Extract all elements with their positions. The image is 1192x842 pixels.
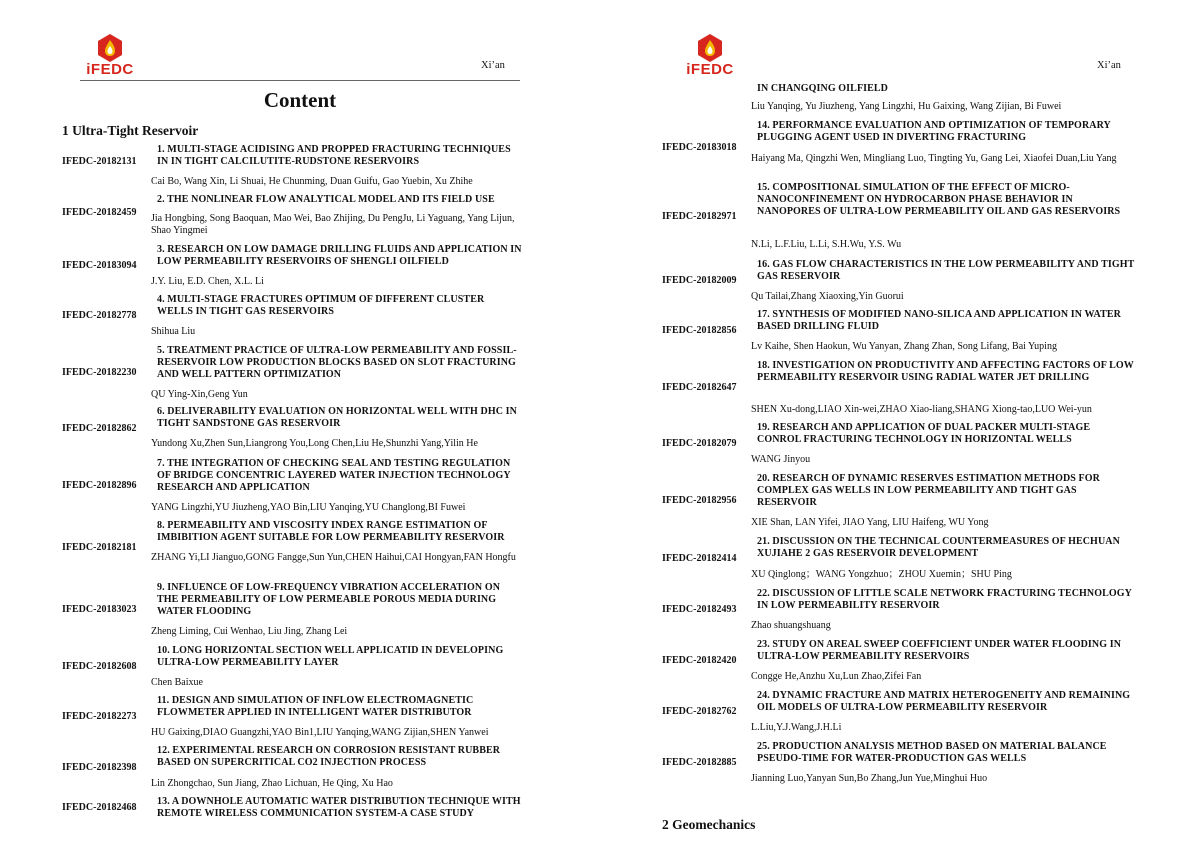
entry-title: 24. DYNAMIC FRACTURE AND MATRIX HETEROGENEITY AND REMAINING OIL MODELS OF ULTRA-LOW PERMEABILITY RESERVOIR	[757, 690, 1131, 713]
entry-title: 10. LONG HORIZONTAL SECTION WELL APPLICATID IN DEVELOPING ULTRA-LOW PERMEABILITY LAYER	[157, 645, 504, 668]
entry-title: 25. PRODUCTION ANALYSIS METHOD BASED ON MATERIAL BALANCE PSEUDO-TIME FOR WATER-PRODUCTION GAS WELLS	[757, 741, 1107, 764]
entry-title: 5. TREATMENT PRACTICE OF ULTRA-LOW PERMEABILITY AND FOSSIL-RESERVOIR LOW PRODUCTION BLOCKS BASED ON SLOT FRACTURING AND WELL PATTERN OPTIMIZATION	[157, 345, 517, 380]
paper-id: IFEDC-20183018	[662, 142, 737, 153]
entry-authors: Qu Tailai,Zhang Xiaoxing,Yin Guorui	[751, 291, 904, 302]
paper-id: IFEDC-20182459	[62, 207, 137, 218]
paper-id: IFEDC-20182896	[62, 480, 137, 491]
entry-authors: Liu Yanqing, Yu Jiuzheng, Yang Lingzhi, Hu Gaixing, Wang Zijian, Bi Fuwei	[751, 101, 1062, 112]
paper-id: IFEDC-20182647	[662, 382, 737, 393]
paper-id: IFEDC-20182862	[62, 423, 137, 434]
paper-id: IFEDC-20182493	[662, 604, 737, 615]
entry-title: 4. MULTI-STAGE FRACTURES OPTIMUM OF DIFFERENT CLUSTER WELLS IN TIGHT GAS RESERVOIRS	[157, 294, 485, 317]
entry-title: 3. RESEARCH ON LOW DAMAGE DRILLING FLUIDS AND APPLICATION IN LOW PERMEABILITY RESERVOIRS OF SHENGLI OILFIELD	[157, 244, 522, 267]
entry-authors: J.Y. Liu, E.D. Chen, X.L. Li	[151, 276, 264, 287]
entry-authors: Congge He,Anzhu Xu,Lun Zhao,Zifei Fan	[751, 671, 922, 682]
header-city: Xi’an	[481, 60, 505, 71]
entry-title: 14. PERFORMANCE EVALUATION AND OPTIMIZATION OF TEMPORARY PLUGGING AGENT USED IN DIVERTING FRACTURING	[757, 120, 1111, 143]
entry-title: IN CHANGQING OILFIELD	[757, 83, 889, 94]
entry-authors: Lin Zhongchao, Sun Jiang, Zhao Lichuan, He Qing, Xu Hao	[151, 778, 393, 789]
flame-hexagon-icon	[697, 33, 723, 63]
paper-id: IFEDC-20182273	[62, 711, 137, 722]
entry-authors: Shihua Liu	[151, 326, 196, 337]
paper-id: IFEDC-20182856	[662, 325, 737, 336]
paper-id: IFEDC-20182230	[62, 367, 137, 378]
entry-title: 12. EXPERIMENTAL RESEARCH ON CORROSION RESISTANT RUBBER BASED ON SUPERCRITICAL CO2 INJECTION PROCESS	[157, 745, 501, 768]
ifedc-logo	[680, 33, 740, 79]
entry-authors: ZHANG Yi,LI Jianguo,GONG Fangge,Sun Yun,CHEN Haihui,CAI Hongyan,FAN Hongfu	[151, 552, 516, 563]
logo-text: iFEDC	[686, 61, 734, 78]
entry-title: 1. MULTI-STAGE ACIDISING AND PROPPED FRACTURING TECHNIQUES IN IN TIGHT CALCILUTITE-RUDSTONE RESERVOIRS	[157, 144, 511, 167]
paper-id: IFEDC-20182778	[62, 310, 137, 321]
paper-id: IFEDC-20182956	[662, 495, 737, 506]
entry-title: 6. DELIVERABILITY EVALUATION ON HORIZONTAL WELL WITH DHC IN TIGHT SANDSTONE GAS RESERVOIR	[157, 406, 517, 429]
entry-title: 2. THE NONLINEAR FLOW ANALYTICAL MODEL AND ITS FIELD USE	[157, 194, 495, 205]
entry-authors: YANG Lingzhi,YU Jiuzheng,YAO Bin,LIU Yanqing,YU Changlong,BI Fuwei	[151, 502, 466, 513]
paper-id: IFEDC-20182971	[662, 211, 737, 222]
entry-title: 17. SYNTHESIS OF MODIFIED NANO-SILICA AND APPLICATION IN WATER BASED DRILLING FLUID	[757, 309, 1121, 332]
entry-title: 8. PERMEABILITY AND VISCOSITY INDEX RANGE ESTIMATION OF IMBIBITION AGENT SUITABLE FOR LOW PERMEABILITY RESERVOIR	[157, 520, 505, 543]
entry-title: 16. GAS FLOW CHARACTERISTICS IN THE LOW PERMEABILITY AND TIGHT GAS RESERVOIR	[757, 259, 1135, 282]
paper-id: IFEDC-20182398	[62, 762, 137, 773]
section-title: 2 Geomechanics	[662, 817, 756, 832]
paper-id: IFEDC-20182009	[662, 275, 737, 286]
entry-title: 20. RESEARCH OF DYNAMIC RESERVES ESTIMATION METHODS FOR COMPLEX GAS WELLS IN LOW PERMEABILITY AND TIGHT GAS RESERVOIR	[757, 473, 1100, 508]
paper-id: IFEDC-20182414	[662, 553, 737, 564]
entry-title: 15. COMPOSITIONAL SIMULATION OF THE EFFECT OF MICRO-NANOCONFINEMENT ON HYDROCARBON PHASE BEHAVIOR IN NANOPORES OF ULTRA-LOW PERMEABILITY OIL AND GAS RESERVOIRS	[757, 182, 1121, 217]
paper-id: IFEDC-20182468	[62, 802, 137, 813]
paper-id: IFEDC-20182762	[662, 706, 737, 717]
page-title: Content	[263, 88, 337, 112]
paper-id: IFEDC-20183023	[62, 604, 137, 615]
paper-id: IFEDC-20182181	[62, 542, 137, 553]
entry-authors: XIE Shan, LAN Yifei, JIAO Yang, LIU Haifeng, WU Yong	[751, 517, 989, 528]
paper-id: IFEDC-20182079	[662, 438, 737, 449]
paper-id: IFEDC-20182420	[662, 655, 737, 666]
section-title: 1 Ultra-Tight Reservoir	[62, 123, 199, 138]
entry-title: 19. RESEARCH AND APPLICATION OF DUAL PACKER MULTI-STAGE CONROL FRACTURING TECHNOLOGY IN HORIZONTAL WELLS	[757, 422, 1091, 445]
header-rule	[80, 80, 520, 81]
entry-authors: QU Ying-Xin,Geng Yun	[151, 389, 248, 400]
paper-id: IFEDC-20182885	[662, 757, 737, 768]
flame-hexagon-icon	[97, 33, 123, 63]
entry-title: 22. DISCUSSION OF LITTLE SCALE NETWORK FRACTURING TECHNOLOGY IN LOW PERMEABILITY RESERVOIR	[757, 588, 1132, 611]
header-city: Xi’an	[1097, 60, 1121, 71]
right-page	[596, 0, 1192, 842]
entry-title: 23. STUDY ON AREAL SWEEP COEFFICIENT UNDER WATER FLOODING IN ULTRA-LOW PERMEABILITY RESERVOIRS	[757, 639, 1122, 662]
entry-title: 7. THE INTEGRATION OF CHECKING SEAL AND TESTING REGULATION OF BRIDGE CONCENTRIC LAYERED WATER INJECTION TECHNOLOGY RESEARCH AND APPLICATION	[157, 458, 511, 493]
entry-authors: Chen Baixue	[151, 677, 203, 688]
entry-authors: XU Qinglong；WANG Yongzhuo；ZHOU Xuemin；SHU Ping	[751, 569, 1012, 580]
entry-authors: Haiyang Ma, Qingzhi Wen, Mingliang Luo, Tingting Yu, Gang Lei, Xiaofei Duan,Liu Yang	[751, 153, 1117, 164]
entry-authors: SHEN Xu-dong,LIAO Xin-wei,ZHAO Xiao-liang,SHANG Xiong-tao,LUO Wei-yun	[751, 404, 1092, 415]
entry-authors: N.Li, L.F.Liu, L.Li, S.H.Wu, Y.S. Wu	[751, 239, 902, 250]
ifedc-logo	[80, 33, 140, 79]
entry-authors: Jianning Luo,Yanyan Sun,Bo Zhang,Jun Yue,Minghui Huo	[751, 773, 988, 784]
paper-id: IFEDC-20182131	[62, 156, 137, 167]
entry-authors: Cai Bo, Wang Xin, Li Shuai, He Chunming, Duan Guifu, Gao Yuebin, Xu Zhihe	[151, 176, 473, 187]
entry-authors: Yundong Xu,Zhen Sun,Liangrong You,Long Chen,Liu He,Shunzhi Yang,Yilin He	[151, 438, 478, 449]
entry-title: 9. INFLUENCE OF LOW-FREQUENCY VIBRATION ACCELERATION ON THE PERMEABILITY OF LOW PERMEABLE POROUS MEDIA DURING WATER FLOODING	[157, 582, 501, 617]
entry-title: 18. INVESTIGATION ON PRODUCTIVITY AND AFFECTING FACTORS OF LOW PERMEABILITY RESERVOIR USING RADIAL WATER JET DRILLING	[757, 360, 1134, 383]
entry-authors: Zheng Liming, Cui Wenhao, Liu Jing, Zhang Lei	[151, 626, 348, 637]
entry-title: 21. DISCUSSION ON THE TECHNICAL COUNTERMEASURES OF HECHUAN XUJIAHE 2 GAS RESERVOIR DEVELOPMENT	[757, 536, 1120, 559]
entry-title: 11. DESIGN AND SIMULATION OF INFLOW ELECTROMAGNETIC FLOWMETER APPLIED IN INTELLIGENT WATER DISTRIBUTOR	[157, 695, 474, 718]
paper-id: IFEDC-20182608	[62, 661, 137, 672]
entry-authors: Lv Kaihe, Shen Haokun, Wu Yanyan, Zhang Zhan, Song Lifang, Bai Yuping	[751, 341, 1057, 352]
entry-authors: Zhao shuangshuang	[751, 620, 831, 631]
entry-title: 13. A DOWNHOLE AUTOMATIC WATER DISTRIBUTION TECHNIQUE WITH REMOTE WIRELESS COMMUNICATION SYSTEM-A CASE STUDY	[157, 796, 521, 819]
paper-id: IFEDC-20183094	[62, 260, 137, 271]
entry-authors: HU Gaixing,DIAO Guangzhi,YAO Bin1,LIU Yanqing,WANG Zijian,SHEN Yanwei	[151, 727, 489, 738]
entry-authors: Jia Hongbing, Song Baoquan, Mao Wei, Bao Zhijing, Du PengJu, Li Yaguang, Yang Lijun, Shao Yingmei	[151, 213, 515, 236]
entry-authors: WANG Jinyou	[751, 454, 811, 465]
logo-text: iFEDC	[86, 61, 134, 78]
entry-authors: L.Liu,Y.J.Wang,J.H.Li	[751, 722, 842, 733]
